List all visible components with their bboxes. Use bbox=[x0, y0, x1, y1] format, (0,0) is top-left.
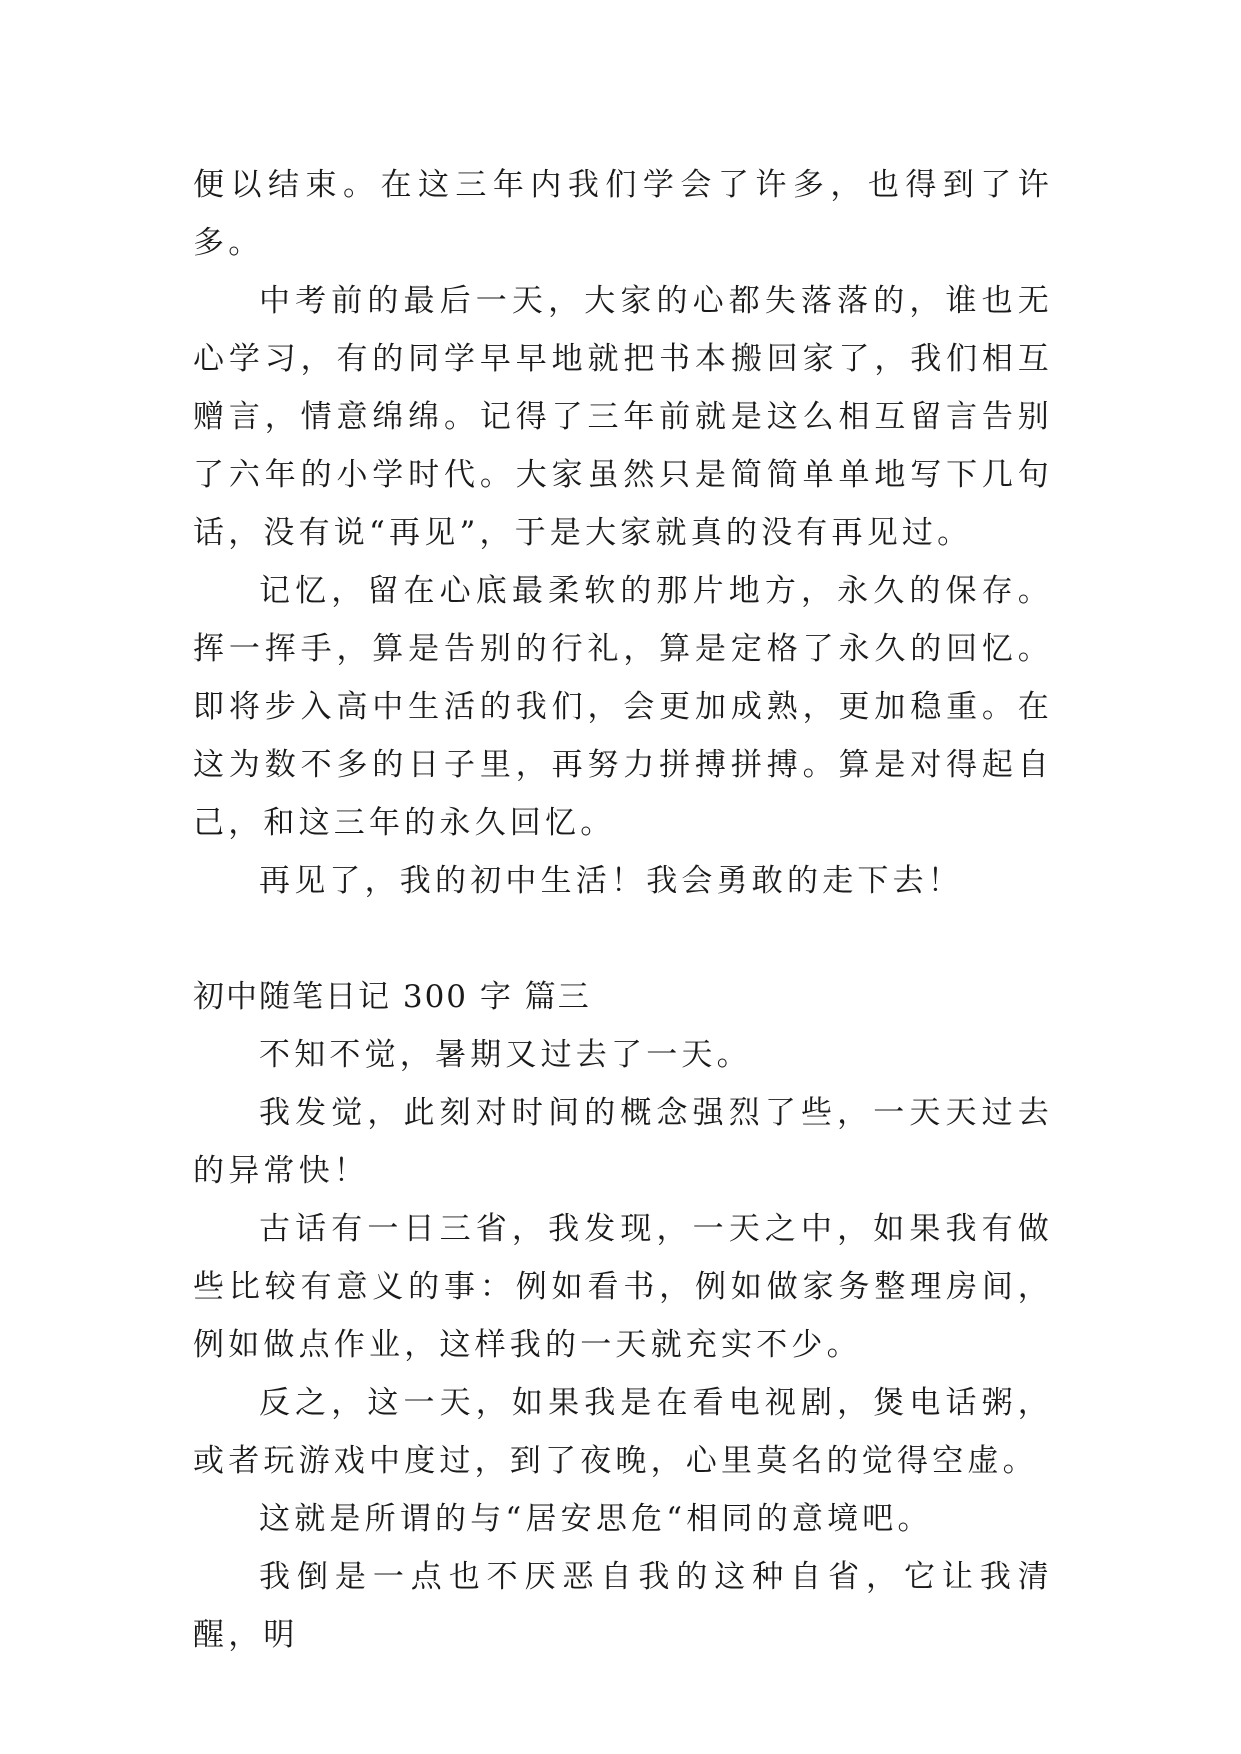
paragraph: 我倒是一点也不厌恶自我的这种自省，它让我清醒，明 bbox=[193, 1559, 1053, 1653]
paragraph: 我发觉，此刻对时间的概念强烈了些，一天天过去的异常快！ bbox=[193, 1095, 1053, 1189]
paragraph: 中考前的最后一天，大家的心都失落落的，谁也无心学习，有的同学早早地就把书本搬回家了，我们相互赠言，情意绵绵。记得了三年前就是这么相互留言告别了六年的小学时代。大家虽然只是简简单单地写下几句话，没有说“再见”，于是大家就真的没有再见过。 bbox=[193, 283, 1053, 551]
section-heading: 初中随笔日记 300 字 篇三 bbox=[193, 979, 591, 1015]
paragraph: 反之，这一天，如果我是在看电视剧，煲电话粥，或者玩游戏中度过，到了夜晚，心里莫名的觉得空虚。 bbox=[193, 1385, 1053, 1479]
section-spacer bbox=[193, 910, 1053, 968]
paragraph: 便以结束。在这三年内我们学会了许多，也得到了许多。 bbox=[193, 167, 1053, 261]
paragraph: 再见了，我的初中生活！我会勇敢的走下去！ bbox=[259, 863, 963, 899]
paragraph: 古话有一日三省，我发现，一天之中，如果我有做些比较有意义的事：例如看书，例如做家务整理房间，例如做点作业，这样我的一天就充实不少。 bbox=[193, 1211, 1053, 1363]
paragraph: 这就是所谓的与“居安思危“相同的意境吧。 bbox=[259, 1501, 933, 1537]
paragraph: 记忆，留在心底最柔软的那片地方，永久的保存。挥一挥手，算是告别的行礼，算是定格了永久的回忆。即将步入高中生活的我们，会更加成熟，更加稳重。在这为数不多的日子里，再努力拼搏拼搏。算是对得起自己，和这三年的永久回忆。 bbox=[193, 573, 1053, 841]
paragraph: 不知不觉，暑期又过去了一天。 bbox=[259, 1037, 752, 1073]
document-page bbox=[193, 156, 1053, 1664]
